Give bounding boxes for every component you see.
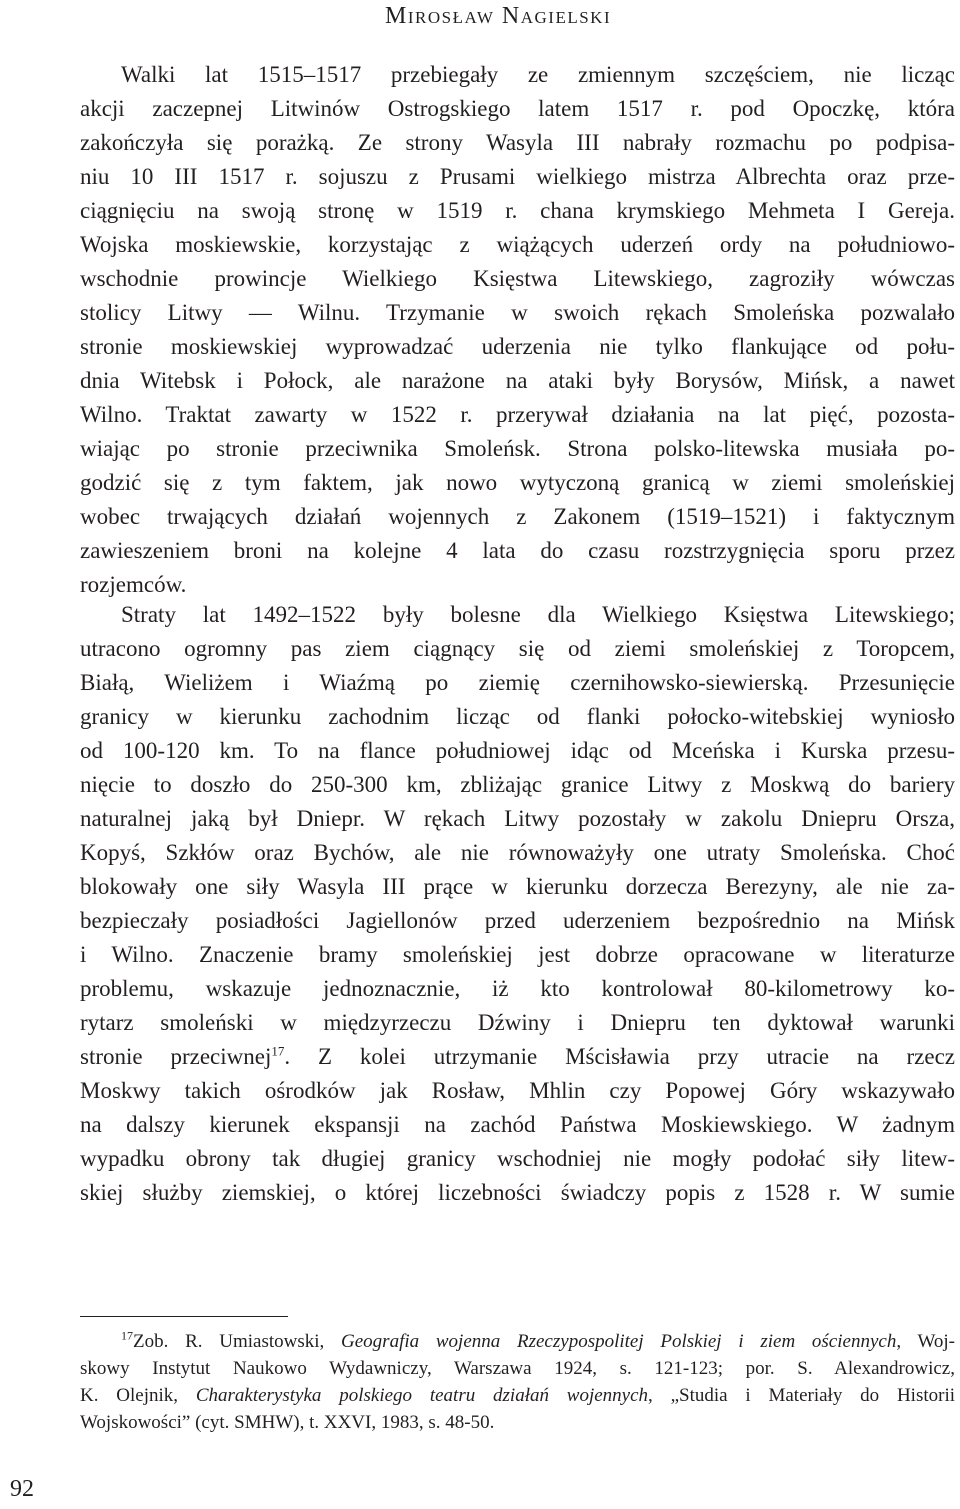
footnote-text: K. Olejnik, — [80, 1385, 196, 1406]
text-line: na dalszy kierunek ekspansji na zachód Państwa Moskiewskiego. W żadnym — [80, 1112, 955, 1137]
text-line: Moskwy takich ośrodków jak Rosław, Mhlin czy Popowej Góry wskazywało — [80, 1078, 955, 1103]
text-line: wiając po stronie przeciwnika Smoleńsk. Strona polsko-litewska musiała po- — [80, 436, 955, 461]
footnote-title: Geografia wojenna Rzeczypospolitej Polskiej i ziem ościennych — [341, 1331, 897, 1352]
text-line: stolicy Litwy — Wilnu. Trzymanie w swoich rękach Smoleńska pozwalało — [80, 300, 955, 325]
footnote-text: Zob. R. Umiastowski, — [133, 1331, 342, 1352]
text-line: Kopyś, Szkłów oraz Bychów, ale nie równoważyły one utraty Smoleńska. Choć — [80, 840, 955, 865]
text-line: akcji zaczepnej Litwinów Ostrogskiego latem 1517 r. pod Opoczkę, która — [80, 96, 955, 121]
text-line: godzić się z tym faktem, jak nowo wytyczoną granicą w ziemi smoleńskiej — [80, 470, 955, 495]
text-fragment: . Z kolei utrzymanie Mścisławia przy utracie na rzecz — [284, 1044, 955, 1069]
text-line: rozjemców. — [80, 572, 187, 597]
text-line: nięcie to doszło do 250-300 km, zbliżając granice Litwy z Moskwą do bariery — [80, 772, 955, 797]
text-line: Białą, Wieliżem i Wiaźmą po ziemię czernihowsko-siewierską. Przesunięcie — [80, 670, 955, 695]
text-line: zakończyła się porażką. Ze strony Wasyla III nabrały rozmachu po podpisa- — [80, 130, 955, 155]
text-line: rytarz smoleński w międzyrzeczu Dźwiny i Dniepru ten dyktował warunki — [80, 1010, 955, 1035]
footnote-line: skowy Instytut Naukowo Wydawniczy, Warszawa 1924, s. 121-123; por. S. Alexandrowicz, — [80, 1358, 955, 1379]
text-line: Straty lat 1492–1522 były bolesne dla Wielkiego Księstwa Litewskiego; — [121, 602, 955, 627]
running-header: Mirosław Nagielski — [385, 3, 612, 29]
text-line: blokowały one siły Wasyla III prące w kierunku dorzecza Berezyny, ale nie za- — [80, 874, 955, 899]
text-line: Wojska moskiewskie, korzystając z wiążących uderzeń ordy na południowo- — [80, 232, 955, 257]
footnote-line — [80, 1382, 955, 1409]
footnote-separator — [80, 1316, 288, 1317]
text-line — [80, 1042, 955, 1072]
footnote-text: , Woj- — [896, 1331, 955, 1352]
text-fragment: stronie przeciwnej — [80, 1044, 272, 1069]
text-line: i Wilno. Znaczenie bramy smoleńskiej jest dobrze opracowane w literaturze — [80, 942, 955, 967]
footnote-reference[interactable]: 17 — [271, 1043, 285, 1059]
text-line: wschodnie prowincje Wielkiego Księstwa Litewskiego, zagroziły wówczas — [80, 266, 955, 291]
text-line: niu 10 III 1517 r. sojuszu z Prusami wielkiego mistrza Albrechta oraz prze- — [80, 164, 955, 189]
text-line: granicy w kierunku zachodnim licząc od flanki połocko-witebskiej wyniosło — [80, 704, 955, 729]
text-line: wypadku obrony tak długiej granicy wschodniej nie mogły podołać siły litew- — [80, 1146, 955, 1171]
text-line: bezpieczały posiadłości Jagiellonów przed uderzeniem bezpośrednio na Mińsk — [80, 908, 955, 933]
footnote-line: Wojskowości” (cyt. SMHW), t. XXVI, 1983, s. 48-50. — [80, 1412, 495, 1433]
footnote-title: Charakterystyka polskiego teatru działań wojennych — [195, 1385, 649, 1406]
text-line: wobec trwających działań wojennych z Zakonem (1519–1521) i faktycznym — [80, 504, 955, 529]
text-line: skiej służby ziemskiej, o której liczebności świadczy popis z 1528 r. W sumie — [80, 1180, 955, 1205]
footnote-line — [121, 1328, 955, 1355]
footnote-mark: 17 — [121, 1328, 133, 1343]
page-number: 92 — [10, 1476, 34, 1502]
text-line: od 100-120 km. To na flance południowej idąc od Mceńska i Kurska przesu- — [80, 738, 955, 763]
text-line: ciągnięciu na swoją stronę w 1519 r. chana krymskiego Mehmeta I Gereja. — [80, 198, 955, 223]
text-line: dnia Witebsk i Połock, ale narażone na ataki były Borysów, Mińsk, a nawet — [80, 368, 955, 393]
text-line: utracono ogromny pas ziem ciągnący się od ziemi smoleńskiej z Toropcem, — [80, 636, 955, 661]
text-line: problemu, wskazuje jednoznacznie, iż kto kontrolował 80-kilometrowy ko- — [80, 976, 955, 1001]
text-line: Wilno. Traktat zawarty w 1522 r. przerywał działania na lat pięć, pozosta- — [80, 402, 955, 427]
text-line: naturalnej jaką był Dniepr. W rękach Litwy pozostały w zakolu Dniepru Orsza, — [80, 806, 955, 831]
text-line: zawieszeniem broni na kolejne 4 lata do czasu rozstrzygnięcia sporu przez — [80, 538, 955, 563]
text-line: stronie moskiewskiej wyprowadzać uderzenia nie tylko flankujące od połu- — [80, 334, 955, 359]
text-line: Walki lat 1515–1517 przebiegały ze zmiennym szczęściem, nie licząc — [121, 62, 955, 87]
footnote-text: , „Studia i Materiały do Historii — [648, 1385, 956, 1406]
